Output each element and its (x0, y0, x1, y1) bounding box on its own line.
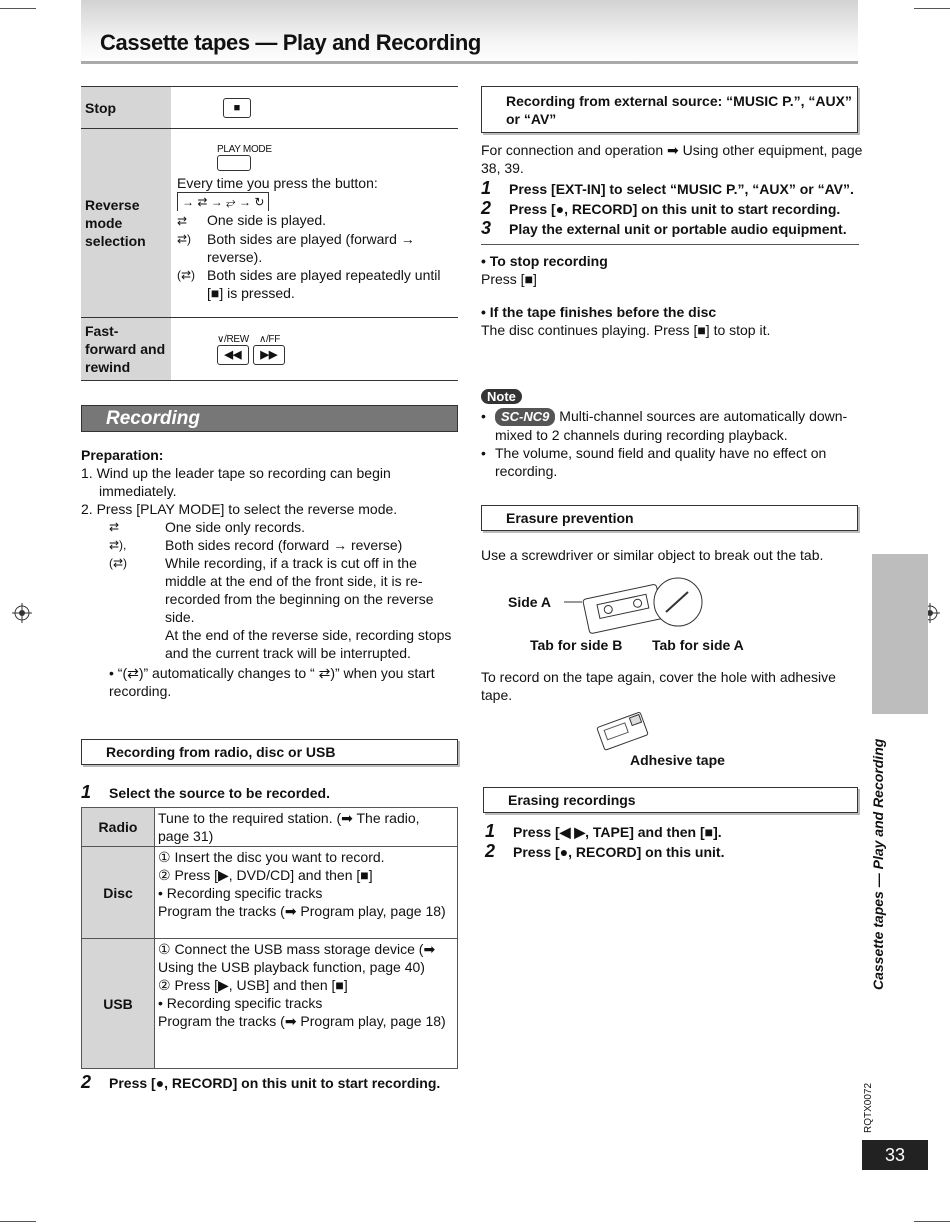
step-number: 1 (485, 821, 496, 841)
prep-step: 1. Wind up the leader tape so recording can begin immediately. (81, 465, 391, 499)
registration-mark-icon (12, 603, 32, 626)
reverse-cycle-text: → ⇄ → ⥂ → ↻ (177, 192, 269, 211)
source-radio: Radio (82, 808, 155, 847)
erasure-intro: Use a screwdriver or similar object to break out the tab. (481, 547, 824, 563)
tab-b-label: Tab for side B (530, 637, 623, 653)
rew-label: ∨/REW (217, 333, 249, 345)
mode-text: While recording, if a track is cut off in the middle at the end of the front side, it is re-recorded from the beginning on the reverse side. (165, 555, 434, 625)
erasing-heading: Erasing recordings (483, 787, 858, 813)
prep-step: 2. Press [PLAY MODE] to select the reverse mode. (81, 501, 398, 517)
crop-mark (914, 8, 950, 9)
mode-text: One side only records. (165, 519, 306, 535)
step-text: Select the source to be recorded. (109, 785, 330, 801)
stop-body: Press [■] (481, 271, 537, 287)
header-rule (81, 61, 858, 64)
stop-heading: • To stop recording (481, 253, 608, 269)
step-number: 2 (481, 198, 492, 218)
ff-rewind-label: Fast-forward and rewind (81, 318, 171, 381)
control-table (81, 86, 458, 381)
doc-code-text: RQTX0072 (863, 1082, 874, 1133)
step-text: Play the external unit or portable audio equipment. (509, 221, 847, 237)
step-text: Press [●, RECORD] on this unit. (513, 844, 725, 860)
both-sides-icon: ⇄), (109, 538, 127, 552)
radio-disc-usb-heading: Recording from radio, disc or USB (81, 739, 458, 765)
finish-heading: • If the tape finishes before the disc (481, 304, 717, 320)
cassette-illustration (560, 572, 710, 645)
note-badge: Note (481, 389, 522, 404)
step-text: Press [●, RECORD] on this unit to start recording. (509, 201, 841, 217)
source-line: • Recording specific tracks (158, 995, 323, 1011)
crop-mark (0, 1221, 36, 1222)
model-badge: SC-NC9 (495, 408, 555, 426)
erasing-steps (485, 823, 855, 863)
source-usb: USB (82, 939, 155, 1069)
side-title: Cassette tapes — Play and Recording (870, 738, 886, 990)
stop-icon: ■ (223, 98, 251, 118)
play-mode-button (217, 155, 251, 171)
reverse-item: Both sides are played repeatedly until [■] is pressed. (207, 267, 441, 301)
tab-a-label: Tab for side A (652, 637, 744, 653)
rewind-icon: ◀◀ (217, 345, 249, 365)
source-line: • Recording specific tracks (158, 885, 323, 901)
preparation-heading: Preparation: (81, 447, 164, 463)
divider (481, 244, 859, 245)
source-line: Program the tracks (➡ Program play, page 18) (158, 1013, 446, 1029)
source-line: Tune to the required station. (➡ The radio, page 31) (158, 810, 420, 844)
reverse-item: One side is played. (207, 212, 327, 228)
auto-change-note: • “(⇄)” automatically changes to “ ⇄)” when you start recording. (109, 665, 435, 699)
source-line: Program the tracks (➡ Program play, page 18) (158, 903, 446, 919)
external-intro: For connection and operation ➡ Using other equipment, page 38, 39. (481, 142, 863, 176)
repeat-icon: (⇄) (109, 556, 128, 570)
crop-mark (914, 1221, 950, 1222)
step-text: Press [●, RECORD] on this unit to start recording. (109, 1075, 441, 1091)
source-line: ① Insert the disc you want to record. (158, 849, 385, 865)
reverse-label: Reverse mode selection (81, 129, 171, 318)
note-item: Multi-channel sources are automatically down-mixed to 2 channels during recording playback. (495, 408, 848, 443)
source-line: ① Connect the USB mass storage device (➡ Using the USB playback function, page 40) (158, 941, 436, 975)
one-side-icon: ⇄ (109, 520, 120, 534)
reverse-cycle (177, 192, 454, 211)
recording-preparation (81, 446, 458, 700)
ff-label: ∧/FF (258, 333, 281, 345)
step-number: 1 (481, 178, 492, 198)
page-title: Cassette tapes — Play and Recording (100, 30, 481, 55)
mode-text: Both sides record (forward → reverse) (165, 537, 403, 553)
external-source-heading: Recording from external source: “MUSIC P.”, “AUX” or “AV” (481, 86, 858, 133)
page-number: 33 (862, 1140, 928, 1170)
note-section: Note • SC-NC9 Multi-channel sources are automatically down-mixed to 2 channels during recording playback. • The volume, sound field and quality have no effect on recording. (481, 388, 856, 480)
adhesive-label: Adhesive tape (630, 752, 725, 768)
source-table (81, 807, 458, 1069)
step-number: 3 (481, 218, 492, 238)
fast-forward-icon: ▶▶ (253, 345, 285, 365)
erasure-heading: Erasure prevention (481, 505, 858, 531)
stop-label: Stop (81, 87, 171, 129)
mode-text: At the end of the reverse side, recording stops and the current track will be interrupted. (165, 627, 452, 661)
step-number: 2 (485, 841, 496, 861)
step-text: Press [◀ ▶, TAPE] and then [■]. (513, 824, 722, 840)
note-item: The volume, sound field and quality have no effect on recording. (495, 445, 827, 479)
side-a-label: Side A (508, 594, 552, 610)
mode-spacer (109, 626, 165, 662)
source-line: ② Press [▶, USB] and then [■] (158, 977, 348, 993)
step-number: 1 (81, 782, 92, 802)
reverse-intro: Every time you press the button: (177, 175, 378, 191)
step-text: Press [EXT-IN] to select “MUSIC P.”, “AUX” or “AV”. (509, 181, 854, 197)
repeat-icon: (⇄) (177, 268, 196, 282)
side-tab (872, 554, 928, 714)
play-mode-label: PLAY MODE (217, 144, 272, 155)
erasure-again: To record on the tape again, cover the hole with adhesive tape. (481, 669, 836, 703)
reverse-item: Both sides are played (forward → reverse). (207, 231, 415, 265)
external-source-section (481, 141, 863, 339)
source-line: ② Press [▶, DVD/CD] and then [■] (158, 867, 373, 883)
one-side-icon: ⇄ (177, 214, 188, 228)
step-2 (81, 1074, 458, 1092)
finish-body: The disc continues playing. Press [■] to stop it. (481, 322, 771, 338)
source-disc: Disc (82, 847, 155, 939)
recording-section-title: Recording (81, 405, 458, 432)
crop-mark (0, 8, 36, 9)
step-1 (81, 784, 458, 804)
page-header (81, 0, 858, 64)
step-number: 2 (81, 1072, 92, 1092)
both-sides-icon: ⇄) (177, 232, 192, 246)
